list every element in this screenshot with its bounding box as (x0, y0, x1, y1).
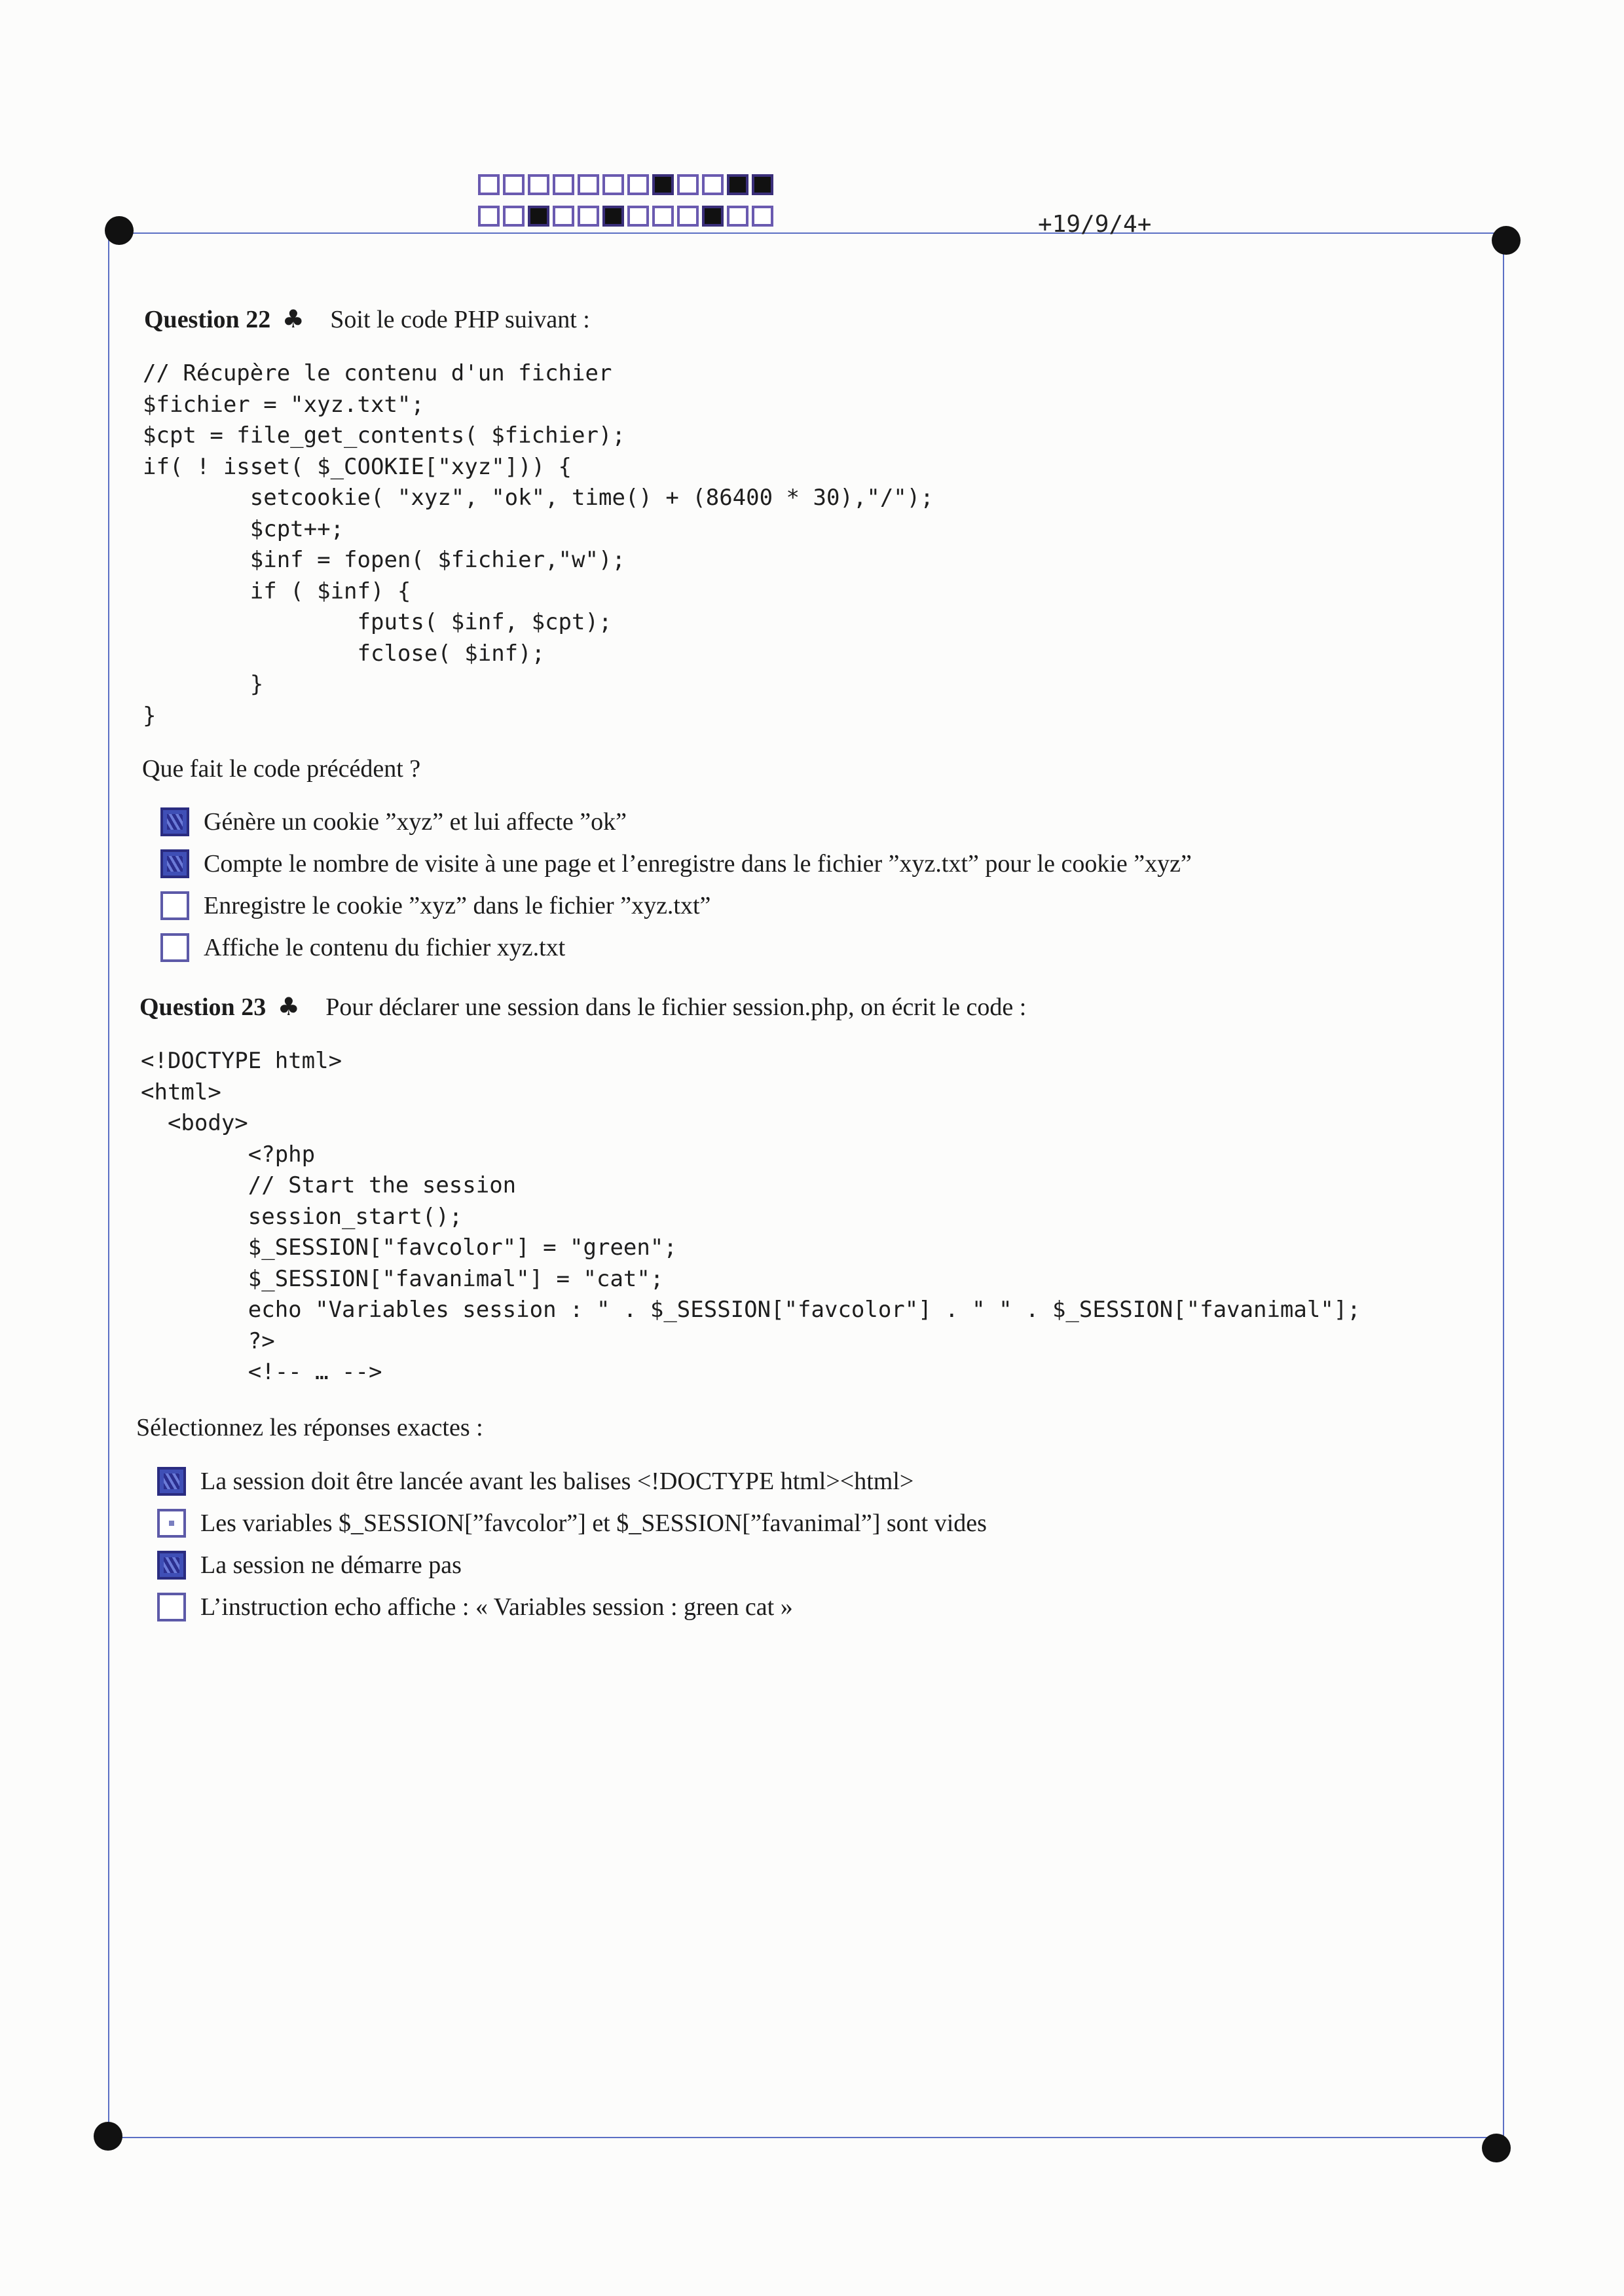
barcode-cell (627, 206, 649, 227)
barcode-cell (627, 174, 649, 195)
answer-label: La session doit être lancée avant les balises <!DOCTYPE html><html> (200, 1468, 914, 1495)
barcode-cell (752, 174, 773, 195)
answer-label: La session ne démarre pas (200, 1551, 462, 1579)
answer-option[interactable] (160, 807, 627, 836)
barcode-cell (478, 174, 500, 195)
barcode-cell (553, 174, 574, 195)
barcode-cell (478, 206, 500, 227)
answer-option[interactable] (157, 1593, 793, 1621)
question-23-prompt: Sélectionnez les réponses exactes : (136, 1414, 483, 1441)
barcode-cell (503, 206, 525, 227)
checkbox[interactable] (157, 1593, 186, 1621)
answer-label: Génère un cookie ”xyz” et lui affecte ”ok” (204, 808, 627, 836)
answer-option[interactable] (160, 933, 565, 962)
answer-option[interactable] (157, 1467, 913, 1496)
barcode-cell (528, 174, 549, 195)
checkbox[interactable] (160, 807, 189, 836)
checkbox[interactable] (160, 891, 189, 920)
frame-left-line (108, 232, 109, 2137)
answer-option[interactable] (157, 1551, 462, 1580)
barcode-row-2 (478, 206, 773, 227)
frame-top-line (108, 232, 1506, 234)
barcode-cell (752, 206, 773, 227)
barcode-cell (652, 174, 674, 195)
barcode-cell (602, 174, 624, 195)
question-number: Question 23 (139, 993, 267, 1021)
page-id: +19/9/4+ (1038, 211, 1152, 238)
answer-label: Affiche le contenu du fichier xyz.txt (204, 934, 566, 961)
question-23-heading (139, 992, 1026, 1022)
barcode-cell (677, 206, 699, 227)
barcode-cell (727, 206, 748, 227)
frame-bottom-line (108, 2137, 1500, 2138)
barcode-cell (702, 174, 724, 195)
checkbox[interactable] (157, 1551, 186, 1580)
checkbox[interactable] (160, 849, 189, 878)
answer-option[interactable] (157, 1509, 987, 1538)
answer-option[interactable] (160, 891, 710, 920)
barcode-cell (578, 206, 599, 227)
checkbox[interactable] (157, 1509, 186, 1538)
answer-label: L’instruction echo affiche : « Variables session : green cat » (200, 1593, 793, 1621)
club-icon: ♣ (282, 305, 304, 333)
barcode-cell (727, 174, 748, 195)
barcode-cell (553, 206, 574, 227)
php-code-block-q23: <!DOCTYPE html> <html> <body> <?php // Start the session session_start(); $_SESSION["favcolor"] = "green"; $_SESSION["favanimal"] = "cat"; echo "Variables session : " . $_SESSION["favcolor"] . " " . $_SESSION["favanimal"]; ?> <!-- … --> (141, 1048, 1361, 1385)
question-22-prompt: Que fait le code précédent ? (142, 755, 421, 783)
answer-option[interactable] (160, 849, 1192, 878)
corner-dot-bottom-left (94, 2122, 122, 2151)
question-intro: Pour déclarer une session dans le fichier session.php, on écrit le code : (325, 993, 1027, 1021)
corner-dot-top-right (1492, 226, 1521, 255)
answer-label: Enregistre le cookie ”xyz” dans le fichier ”xyz.txt” (204, 892, 711, 919)
corner-dot-top-left (105, 216, 134, 245)
barcode-cell (602, 206, 624, 227)
answer-label: Compte le nombre de visite à une page et l’enregistre dans le fichier ”xyz.txt” pour le cookie ”xyz” (204, 850, 1192, 878)
checkbox[interactable] (160, 933, 189, 962)
checkbox[interactable] (157, 1467, 186, 1496)
barcode-row-1 (478, 174, 773, 195)
barcode-cell (578, 174, 599, 195)
club-icon: ♣ (277, 992, 300, 1021)
barcode-cell (702, 206, 724, 227)
corner-dot-bottom-right (1482, 2134, 1511, 2162)
question-number: Question 22 (144, 306, 271, 333)
barcode-cell (528, 206, 549, 227)
barcode-cell (652, 206, 674, 227)
barcode-cell (677, 174, 699, 195)
question-intro: Soit le code PHP suivant : (330, 306, 590, 333)
question-22-heading (144, 305, 590, 334)
answer-label: Les variables $_SESSION[”favcolor”] et $_SESSION[”favanimal”] sont vides (200, 1509, 987, 1537)
php-code-block-q22: // Récupère le contenu d'un fichier $fichier = "xyz.txt"; $cpt = file_get_contents( $fichier); if( ! isset( $_COOKIE["xyz"])) { setcookie( "xyz", "ok", time() + (86400 * 30),"/"); $cpt++; $inf = fopen( $fichier,"w"); if ( $inf) { fputs( $inf, $cpt); fclose( $inf); } } (143, 360, 934, 729)
frame-right-line (1503, 241, 1504, 2147)
barcode-cell (503, 174, 525, 195)
